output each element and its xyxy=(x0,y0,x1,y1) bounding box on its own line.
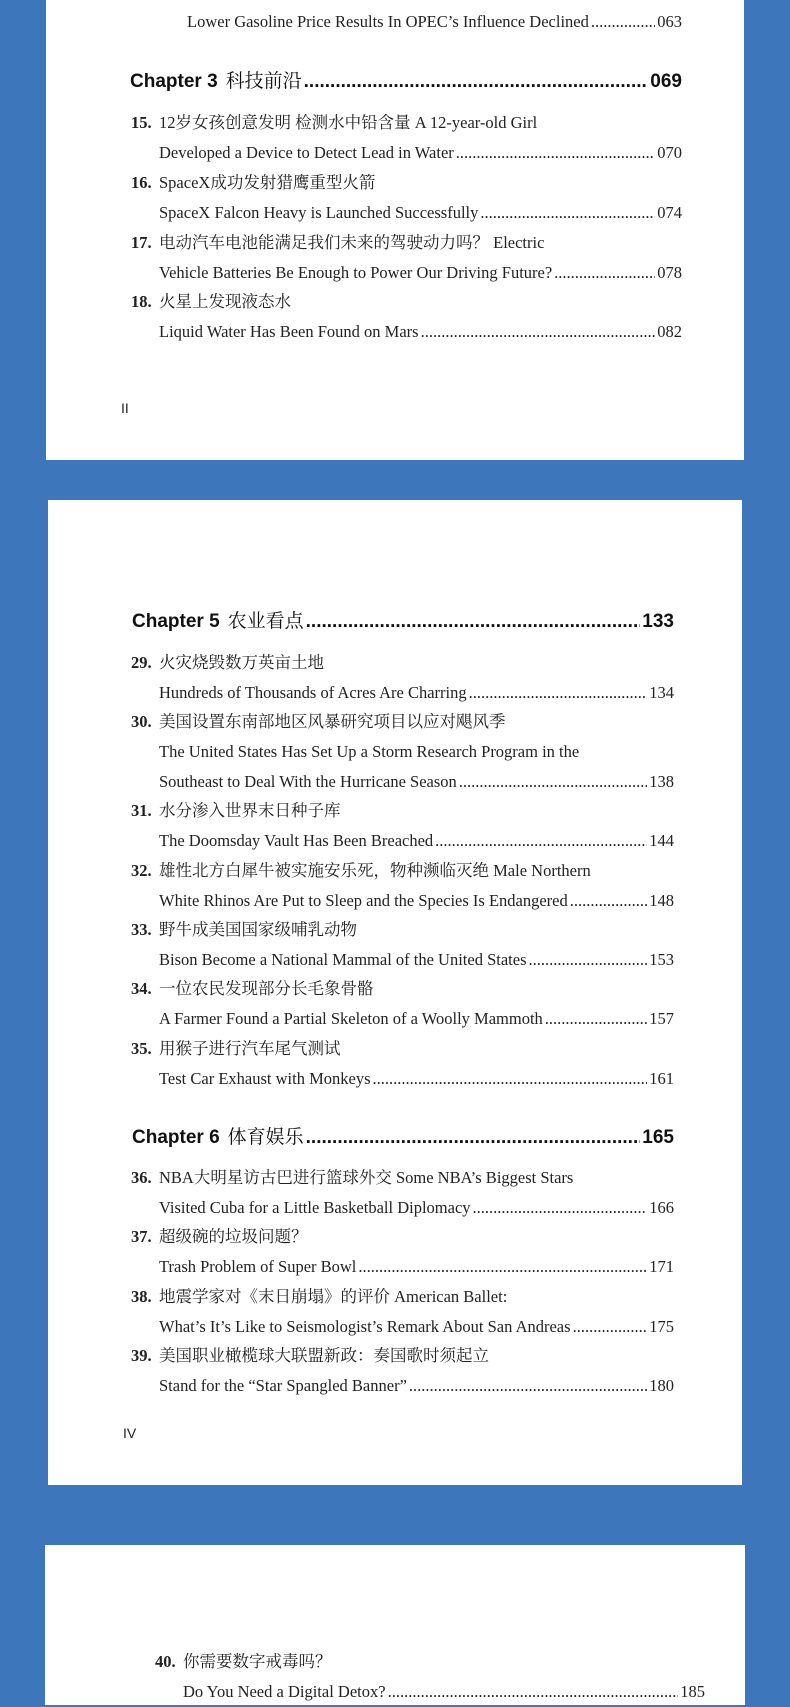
entry-number: 15. xyxy=(131,113,152,132)
chapter-5-heading: Chapter 5 农业看点 ..... 133 xyxy=(132,606,674,630)
entry-title-cn: 美国设置东南部地区风暴研究项目以应对飓风季 xyxy=(159,712,506,731)
book-page-next xyxy=(45,1545,745,1705)
dot-leader xyxy=(306,611,641,633)
entry-title-cn: 超级碗的垃圾问题？ xyxy=(159,1227,308,1246)
entry-title-cn: 火星上发现液态水 xyxy=(159,292,291,311)
entry-title-cn: 地震学家对《末日崩塌》的评价 American Ballet: xyxy=(159,1287,508,1306)
entry-number: 39. xyxy=(131,1346,152,1365)
entry-title-en: White Rhinos Are Put to Sleep and the Species Is Endangered xyxy=(159,891,568,910)
entry-title-cn: 一位农民发现部分长毛象骨骼 xyxy=(159,979,374,998)
toc-entry-31 xyxy=(131,796,674,856)
page-number: 078 xyxy=(657,263,682,282)
page-number: 144 xyxy=(649,831,674,850)
entry-title-cn: 雄性北方白犀牛被实施安乐死，物种濒临灭绝 Male Northern xyxy=(159,861,591,880)
entry-title-cn: 12岁女孩创意发明 检测水中铅含量 A 12-year-old Girl xyxy=(159,113,538,132)
page-number: 180 xyxy=(649,1376,674,1395)
dot-leader xyxy=(306,1127,641,1149)
book-page-ii xyxy=(46,0,744,460)
page-number: 153 xyxy=(649,950,674,969)
entry-title-cn: 水分渗入世界末日种子库 xyxy=(159,801,341,820)
page-number: 063 xyxy=(657,12,682,31)
dot-leader xyxy=(304,71,649,93)
page-number: 171 xyxy=(649,1257,674,1276)
entry-title-en: Do You Need a Digital Detox? xyxy=(183,1682,386,1701)
dot-leader xyxy=(388,1677,679,1707)
entry-title-cn: 火灾烧毁数万英亩土地 xyxy=(159,653,324,672)
toc-entry-39 xyxy=(131,1341,674,1401)
toc-entry-30 xyxy=(131,707,674,797)
dot-leader xyxy=(409,1371,647,1401)
dot-leader xyxy=(591,7,655,37)
dot-leader xyxy=(469,678,648,708)
page-folio: II xyxy=(121,400,129,416)
entry-title-cn: 你需要数字戒毒吗？ xyxy=(183,1652,332,1671)
entry-number: 38. xyxy=(131,1287,152,1306)
dot-leader xyxy=(529,945,648,975)
entry-title-en: Hundreds of Thousands of Acres Are Charring xyxy=(159,683,467,702)
entry-number: 40. xyxy=(155,1652,176,1671)
dot-leader xyxy=(545,1004,647,1034)
toc-entry-37 xyxy=(131,1222,674,1282)
toc-entry-32 xyxy=(131,856,674,916)
entry-title-cn: 电动汽车电池能满足我们未来的驾驶动力吗？ Electric xyxy=(159,233,545,252)
entry-title-en: Lower Gasoline Price Results In OPEC’s Influence Declined xyxy=(187,12,589,31)
page-number: 185 xyxy=(680,1682,705,1701)
page-number: 138 xyxy=(649,772,674,791)
toc-entry-36 xyxy=(131,1163,674,1223)
page-number: 165 xyxy=(642,1127,674,1148)
toc-entry-35 xyxy=(131,1034,674,1094)
toc-entry-partial xyxy=(159,7,682,37)
entry-number: 35. xyxy=(131,1039,152,1058)
chapter-3-heading: Chapter 3 科技前沿 ..... 069 xyxy=(130,66,682,90)
entry-number: 29. xyxy=(131,653,152,672)
dot-leader xyxy=(554,258,655,288)
page-number: 069 xyxy=(650,71,682,92)
toc-entry-16 xyxy=(131,168,682,228)
toc-entry-17 xyxy=(131,228,682,288)
toc-entry-18 xyxy=(131,287,682,347)
entry-title-en: Developed a Device to Detect Lead in Water xyxy=(159,143,454,162)
entry-title-en-cont: Southeast to Deal With the Hurricane Season xyxy=(159,772,457,791)
entry-number: 34. xyxy=(131,979,152,998)
entry-title-en: Bison Become a National Mammal of the United States xyxy=(159,950,527,969)
entry-title-en: Liquid Water Has Been Found on Mars xyxy=(159,322,419,341)
toc-entry-38 xyxy=(131,1282,674,1342)
dot-leader xyxy=(473,1193,648,1223)
dot-leader xyxy=(373,1064,648,1094)
entry-title-en: Visited Cuba for a Little Basketball Diplomacy xyxy=(159,1198,471,1217)
toc-entry-33 xyxy=(131,915,674,975)
entry-title-cn: 野牛成美国国家级哺乳动物 xyxy=(159,920,357,939)
page-number: 161 xyxy=(649,1069,674,1088)
page-number: 175 xyxy=(649,1317,674,1336)
entry-title-en: What’s It’s Like to Seismologist’s Remark About San Andreas xyxy=(159,1317,571,1336)
entry-number: 30. xyxy=(131,712,152,731)
dot-leader xyxy=(459,767,647,797)
entry-title-cn: 用猴子进行汽车尾气测试 xyxy=(159,1039,341,1058)
dot-leader xyxy=(573,1312,648,1342)
entry-number: 37. xyxy=(131,1227,152,1246)
entry-title-en: Trash Problem of Super Bowl xyxy=(159,1257,357,1276)
page-number: 148 xyxy=(649,891,674,910)
entry-number: 32. xyxy=(131,861,152,880)
entry-title-en: A Farmer Found a Partial Skeleton of a Woolly Mammoth xyxy=(159,1009,543,1028)
toc-entry-29 xyxy=(131,648,674,708)
toc-entry-34 xyxy=(131,974,674,1034)
dot-leader xyxy=(570,886,648,916)
chapter-6-heading: Chapter 6 体育娱乐 ..... 165 xyxy=(132,1122,674,1146)
page-number: 157 xyxy=(649,1009,674,1028)
page-number: 074 xyxy=(657,203,682,222)
entry-title-en: Vehicle Batteries Be Enough to Power Our Driving Future? xyxy=(159,263,553,282)
page-folio: IV xyxy=(123,1425,137,1441)
page-number: 166 xyxy=(649,1198,674,1217)
dot-leader xyxy=(358,1252,647,1282)
entry-number: 16. xyxy=(131,173,152,192)
entry-title-en: SpaceX Falcon Heavy is Launched Successfully xyxy=(159,203,479,222)
dot-leader xyxy=(435,826,647,856)
dot-leader xyxy=(421,317,656,347)
dot-leader xyxy=(456,138,655,168)
page-number: 070 xyxy=(657,143,682,162)
book-page-iv xyxy=(48,500,742,1485)
entry-title-en: Test Car Exhaust with Monkeys xyxy=(159,1069,371,1088)
page-number: 133 xyxy=(642,611,674,632)
entry-title-en: The Doomsday Vault Has Been Breached xyxy=(159,831,434,850)
entry-number: 33. xyxy=(131,920,152,939)
toc-entry-15 xyxy=(131,108,682,168)
entry-number: 31. xyxy=(131,801,152,820)
entry-title-cn: 美国职业橄榄球大联盟新政：奏国歌时须起立 xyxy=(159,1346,489,1365)
entry-number: 36. xyxy=(131,1168,152,1187)
entry-title-en: Stand for the “Star Spangled Banner” xyxy=(159,1376,407,1395)
page-number: 134 xyxy=(649,683,674,702)
entry-title-cn: SpaceX成功发射猎鹰重型火箭 xyxy=(159,173,376,192)
entry-number: 17. xyxy=(131,233,152,252)
entry-title-cn: NBA大明星访古巴进行篮球外交 Some NBA’s Biggest Stars xyxy=(159,1168,574,1187)
page-number: 082 xyxy=(657,322,682,341)
toc-entry-40 xyxy=(155,1647,705,1707)
entry-number: 18. xyxy=(131,292,152,311)
entry-title-en: The United States Has Set Up a Storm Research Program in the xyxy=(159,742,580,761)
dot-leader xyxy=(480,198,655,228)
